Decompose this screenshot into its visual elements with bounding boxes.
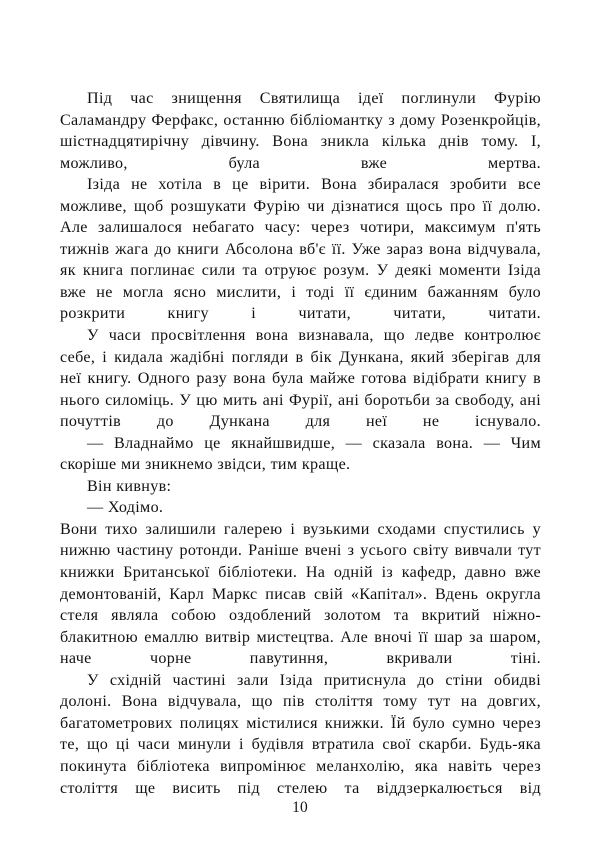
paragraph-1: Під час знищення Святилища ідеї поглинули Фурію Саламандру Ферфакс, останню бібліомантку з дому Розенкройців, шістнадцятирічну дівчину. Вона зникла кілька днів тому. І, можливо, була вже мертва. bbox=[60, 90, 541, 172]
page-text-block bbox=[60, 88, 541, 799]
paragraph-3: У часи просвітлення вона визнавала, що ледве контролює себе, і кидала жадібні погляди в бік Дункана, який зберігав для неї книгу. Одного разу вона була майже готова відібрати книгу в нього силоміць. У цю мить ані Фурії, ані боротьби за свободу, ані почуттів до Дункана для неї не існувало. bbox=[60, 327, 541, 431]
paragraph-7: Вони тихо залишили галерею і вузькими сходами спустились у нижню частину ротонди. Раніше вчені з усього світу вивчали тут книжки Британської бібліотеки. На одній із кафедр, давно вже демонтованій, Карл Маркс писав свій «Капітал». Вдень округла стеля являла собою оздоблений золотом та вкритий ніжно-блакитною емаллю витвір мистецтва. Але вночі її шар за шаром, наче чорне павутиння, вкривали тіні. bbox=[60, 520, 541, 668]
paragraph-4-dialogue: — Владнаймо це якнайшвидше, — сказала вона. — Чим скоріше ми зникнемо звідси, тим краще. bbox=[60, 434, 541, 474]
paragraph-8: У східній частині зали Ізіда притиснула до стіни обидві долоні. Вона відчувала, що пів століття тому тут на довгих, багатометрових полицях містилися книжки. Їй було сумно через те, що ці часи минули і будівля втратила свої скарби. Будь-яка покинута бібліотека випромінює меланхолію, яка навіть через століття ще висить під стелею та віддзеркалюється від bbox=[60, 671, 541, 797]
paragraph-5: Він кивнув: bbox=[87, 477, 172, 495]
paragraph-6-dialogue: — Ходімо. bbox=[87, 499, 164, 517]
paragraph-2: Ізіда не хотіла в це вірити. Вона збиралася зробити все можливе, щоб розшукати Фурію чи дізнатися щось про її долю. Але залишалося небагато часу: через чотири, максимум п'ять тижнів жага до книги Абсолона вб'є її. Уже зараз вона відчувала, як книга поглинає сили та отруює розум. У деякі моменти Ізіда вже не могла ясно мислити, і тоді її єдиним бажанням було розкрити книгу і читати, читати, читати. bbox=[60, 176, 541, 323]
page-number: 10 bbox=[292, 799, 308, 816]
